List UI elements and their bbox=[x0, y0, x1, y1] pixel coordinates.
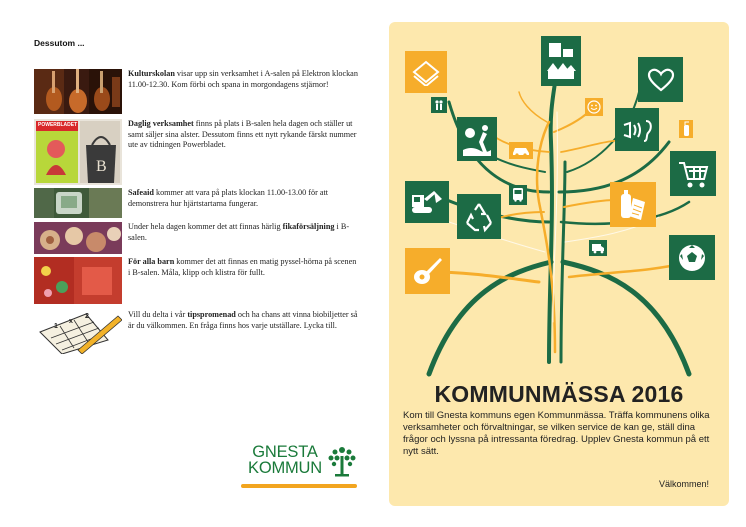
item-text: kommer att vara på plats klockan 11.00-13.00 för att demonstrera hur hjärtstartarna fungerar. bbox=[128, 188, 329, 208]
quiz-mark: x bbox=[69, 318, 73, 325]
excavator-icon bbox=[405, 181, 449, 223]
heart-icon bbox=[638, 57, 683, 102]
documents-icon bbox=[610, 182, 656, 227]
list-item bbox=[34, 188, 364, 218]
item-text: Under hela dagen kommer det att finnas härlig bbox=[128, 222, 283, 231]
quiz-card-illustration bbox=[34, 310, 122, 354]
item-text: och ha chans att vinna biobiljetter så är du välkommen. En fråga finns hos varje utställare. Lycka till. bbox=[128, 310, 358, 330]
logo-line-1: GNESTA bbox=[252, 443, 318, 461]
item-title: tipspromenad bbox=[187, 310, 236, 319]
quiz-mark: 1 bbox=[54, 323, 58, 330]
list-item bbox=[34, 222, 364, 254]
bus-icon bbox=[509, 185, 527, 205]
shopping-cart-icon bbox=[670, 151, 716, 196]
welcome-text: Välkommen! bbox=[658, 479, 709, 489]
photo-craft-corner bbox=[34, 257, 122, 304]
list-item bbox=[34, 69, 364, 114]
page-heading: Dessutom ... bbox=[34, 38, 85, 48]
item-title: Daglig verksamhet bbox=[128, 119, 194, 128]
car-icon bbox=[509, 142, 533, 159]
list-item bbox=[34, 119, 364, 185]
item-text: i B-salen. bbox=[128, 222, 350, 242]
extinguisher-icon bbox=[679, 120, 693, 138]
item-text: finns på plats i B-salen hela dagen och ställer ut samt säljer sina alster. Dessutom finns ett nytt rykande färskt nummer ute av tidningen Powerbladet. bbox=[128, 119, 357, 150]
houses-icon bbox=[541, 36, 581, 86]
svg-text:B: B bbox=[96, 158, 107, 175]
photo-pastries bbox=[34, 222, 122, 254]
guitar-icon bbox=[405, 248, 450, 294]
item-text: visar upp sin verksamhet i A-salen på Elektron klockan 11.00-12.30. Kom förbi och spana in morgondagens stjärnor! bbox=[128, 69, 358, 89]
logo-line-2: KOMMUN bbox=[248, 459, 322, 477]
hearing-icon bbox=[615, 108, 659, 151]
kids-icon bbox=[431, 97, 447, 113]
photo-powerbladet bbox=[34, 119, 122, 185]
recycling-icon bbox=[457, 194, 501, 239]
ambulance-icon bbox=[589, 240, 607, 256]
poster-panel bbox=[389, 22, 729, 506]
quiz-mark: 2 bbox=[85, 313, 89, 320]
photo-defibrillator bbox=[34, 188, 122, 218]
item-title: För alla barn bbox=[128, 257, 175, 266]
list-item bbox=[34, 257, 364, 304]
item-title: fikaförsäljning bbox=[282, 222, 335, 231]
item-title: Safeaid bbox=[128, 188, 154, 197]
item-text: Vill du delta i vår bbox=[128, 310, 188, 319]
list-item bbox=[34, 310, 364, 354]
magazine-label: POWERBLADET bbox=[38, 122, 78, 128]
item-title: Kulturskolan bbox=[128, 69, 175, 78]
football-icon bbox=[669, 235, 715, 280]
item-text: kommer det att finnas en matig pyssel-hörna på scenen i B-salen. Måla, klipp och klistra för fullt. bbox=[128, 257, 357, 277]
poster-description: Kom till Gnesta kommuns egen Kommunmässa. Träffa kommunens olika verksamheter och förvaltningar, se vilken service de kan ge, ställ dina frågor och lyssna på intressanta föredrag. Upplev Gnesta kommun på ett nytt sätt. bbox=[403, 410, 710, 457]
gnesta-kommun-logo bbox=[247, 444, 359, 494]
logo-tree-icon bbox=[327, 444, 357, 478]
photo-guitars bbox=[34, 69, 122, 114]
smiley-icon bbox=[585, 98, 603, 116]
poster-title: KOMMUNMÄSSA 2016 bbox=[434, 381, 684, 407]
logo-bar bbox=[241, 484, 357, 488]
leisure-icon bbox=[457, 117, 497, 161]
books-icon bbox=[405, 51, 447, 93]
